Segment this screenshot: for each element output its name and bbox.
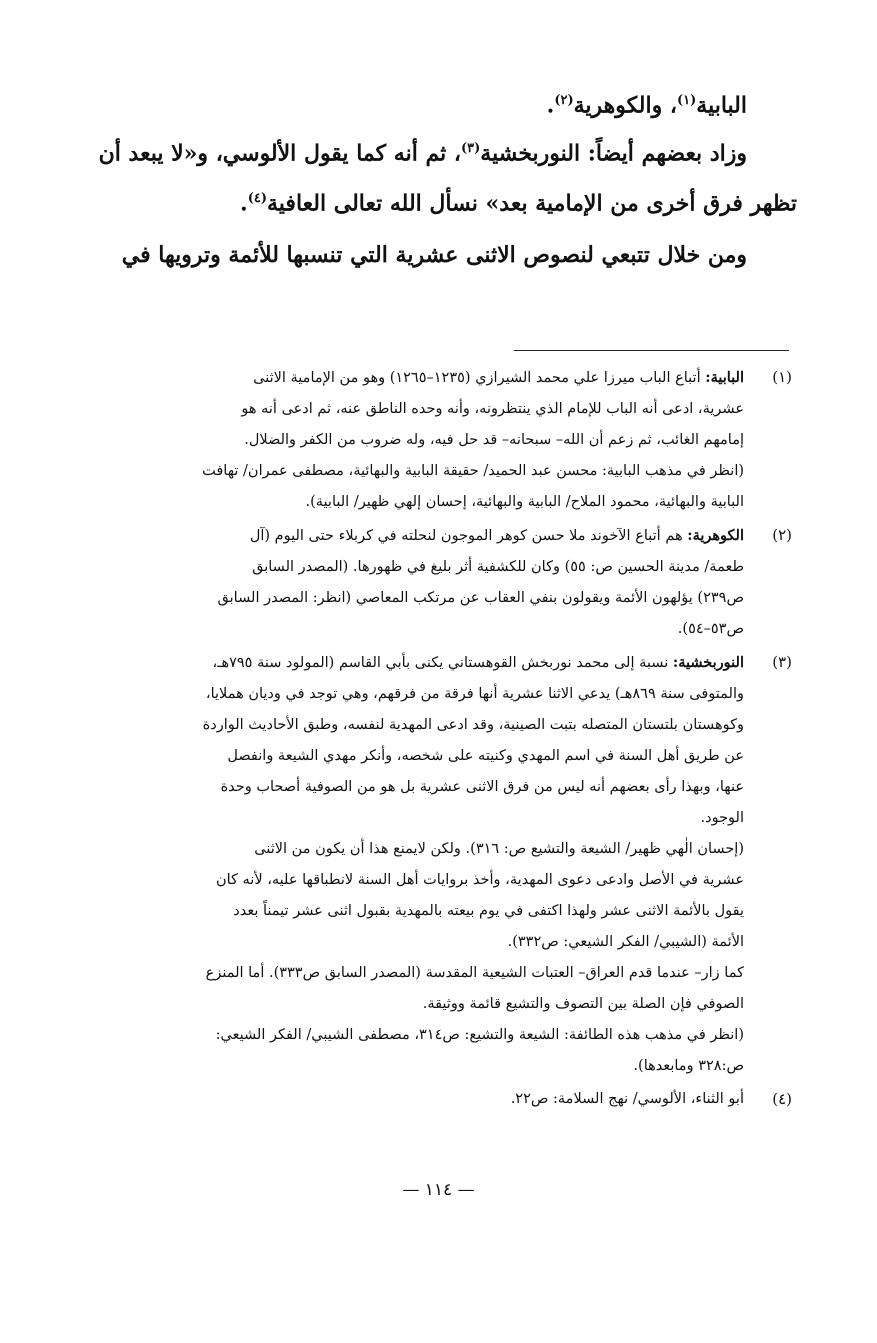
term-babiyya: البابية [696, 92, 747, 119]
footnote-number: (٤) [772, 1090, 792, 1108]
footnote-line: عن طريق أهل السنة في اسم المهدي وكنيته على شخصه، وأنكر مهدي الشيعة وانفصل [227, 748, 744, 764]
footnote-line: ص٥٣–٥٤). [677, 621, 744, 637]
main-text-segment: ، ثم أنه كما يقول الألوسي، و«لا يبعد أن [98, 140, 461, 167]
footnote-number: (١) [772, 368, 792, 386]
footnote-line: البابية والبهائية، محمود الملاح/ البابية والبهائية، إحسان إلهي ظهير/ البابية). [305, 494, 744, 510]
footnote-line: (انظر في مذهب هذه الطائفة: الشيعة والتشيع: ص٣١٤، مصطفى الشيبي/ الفكر الشيعي: [215, 1027, 744, 1043]
footnote-line: طعمة/ مدينة الحسين ص: ٥٥) وكان للكشفية أثر بليغ في ظهورها. (المصدر السابق [252, 559, 744, 575]
footnote-line: عنها، وبهذا رأى بعضهم أنه ليس من فرق الاثنى عشرية بل هو من الصوفية أصحاب وحدة [220, 779, 744, 795]
footnote-line: والمتوفى سنة ٨٦٩هـ) يدعي الاثنا عشرية أنها فرقة من فرقهم، وهي توجد في وديان هملايا، [205, 686, 744, 702]
footnote-line: الأئمة (الشيبي/ الفكر الشيعي: ص٣٣٢). [507, 934, 744, 950]
footnote-line: كما زار– عندما قدم العراق– العتبات الشيعية المقدسة (المصدر السابق ص٣٣٣). أما المنزع [205, 965, 744, 981]
footnote-text: هم أتباع الآخوند ملا حسن كوهر الموجون لنحلته في كربلاء حتى اليوم (آل [249, 528, 688, 544]
footnote-number: (٣) [772, 653, 792, 671]
footnote-line: إمامهم الغائب، ثم زعم أن الله– سبحانه– قد حل فيه، وله ضروب من الكفر والضلال. [244, 432, 744, 448]
footnote-line: ص:٣٢٨ ومابعدها). [633, 1058, 744, 1074]
footnote-text: أتباع الباب ميرزا علي محمد الشيرازي (١٢٣٥–١٢٦٥) وهو من الإمامية الاثنى [253, 370, 706, 386]
footnote-ref-3: (٣) [461, 141, 481, 156]
footnote-2 [87, 520, 792, 645]
main-text-segment: وزاد بعضهم أيضاً: النوربخشية [480, 140, 747, 167]
main-line [87, 78, 797, 128]
footnote-line: وكوهستان بلتستان المتصله بتبت الصينية، وقد ادعى المهدية لنفسه، وطبق الأحاديث الواردة [202, 717, 744, 733]
footnote-number: (٢) [772, 526, 792, 544]
footnote-line [87, 362, 744, 394]
footnote-line [87, 520, 744, 552]
main-line [87, 126, 797, 176]
footnote-line: الصوفي فإن الصلة بين التصوف والتشيع قائمة ووثيقة. [422, 996, 744, 1012]
footnote-term: البابية: [705, 369, 744, 386]
main-line [87, 176, 797, 226]
footnote-line: الوجود. [700, 810, 744, 826]
footnote-line: (إحسان الٰهي ظهير/ الشيعة والتشيع ص: ٣١٦). ولكن لايمنع هذا أن يكون من الاثنى [254, 841, 744, 857]
footnote-ref-1: (١) [676, 93, 697, 108]
footnote-term: النوربخشية: [672, 654, 744, 671]
footnote-1 [87, 362, 792, 518]
footnote-ref-2: (٢) [554, 93, 574, 108]
page-number: — ١١٤ — [402, 1180, 475, 1200]
footnote-line: (انظر في مذهب البابية: محسن عبد الحميد/ حقيقة البابية والبهائية، مصطفى عمران/ تهافت [202, 463, 744, 479]
footnote-line: أبو الثناء، الألوسي/ نهج السلامة: ص٢٢. [510, 1091, 744, 1107]
footnote-text: نسبة إلى محمد نوربخش القوهستاني يكنى بأبي القاسم (المولود سنة ٧٩٥هـ، [212, 655, 673, 671]
footnote-ref-4: (٤) [247, 191, 267, 207]
main-text-segment: تظهر فرق أخرى من الإمامية بعد» نسأل الله تعالى العافية [267, 190, 797, 217]
footnotes [87, 362, 792, 1117]
main-line: ومن خلال تتبعي لنصوص الاثنى عشرية التي تنسبها للأئمة وترويها في [121, 242, 747, 268]
footnote-separator [514, 350, 789, 351]
footnote-line [87, 647, 744, 679]
footnote-line: عشرية في الأصل وادعى دعوى المهدية، وأخذ بروايات أهل السنة لانطباقها عليه، لأنه كان [215, 872, 744, 888]
main-paragraph-3 [87, 232, 797, 278]
footnote-4 [87, 1084, 792, 1115]
main-text-segment: . [240, 190, 248, 217]
footnote-line: يقول بالأئمة الاثنى عشر ولهذا اكتفى في يوم بيعته بالمهدية بقبول اثنى عشر تيمناً بعدد [233, 903, 744, 919]
main-text-segment: . [546, 92, 555, 119]
main-text-segment: ، والكوهرية [573, 92, 677, 119]
footnote-term: الكوهرية: [687, 527, 744, 544]
footnote-line: ص٢٣٩) يؤلهون الأئمة ويقولون بنفي العقاب عن مرتكب المعاصي (انظر: المصدر السابق [217, 590, 744, 606]
main-paragraph-1 [87, 78, 797, 128]
main-paragraph-2 [87, 126, 797, 227]
footnote-3 [87, 647, 792, 1082]
footnote-line: عشرية، ادعى أنه الباب للإمام الذي ينتظرونه، وأنه وحده الناطق عنه، ثم ادعى أنه هو [241, 401, 744, 417]
